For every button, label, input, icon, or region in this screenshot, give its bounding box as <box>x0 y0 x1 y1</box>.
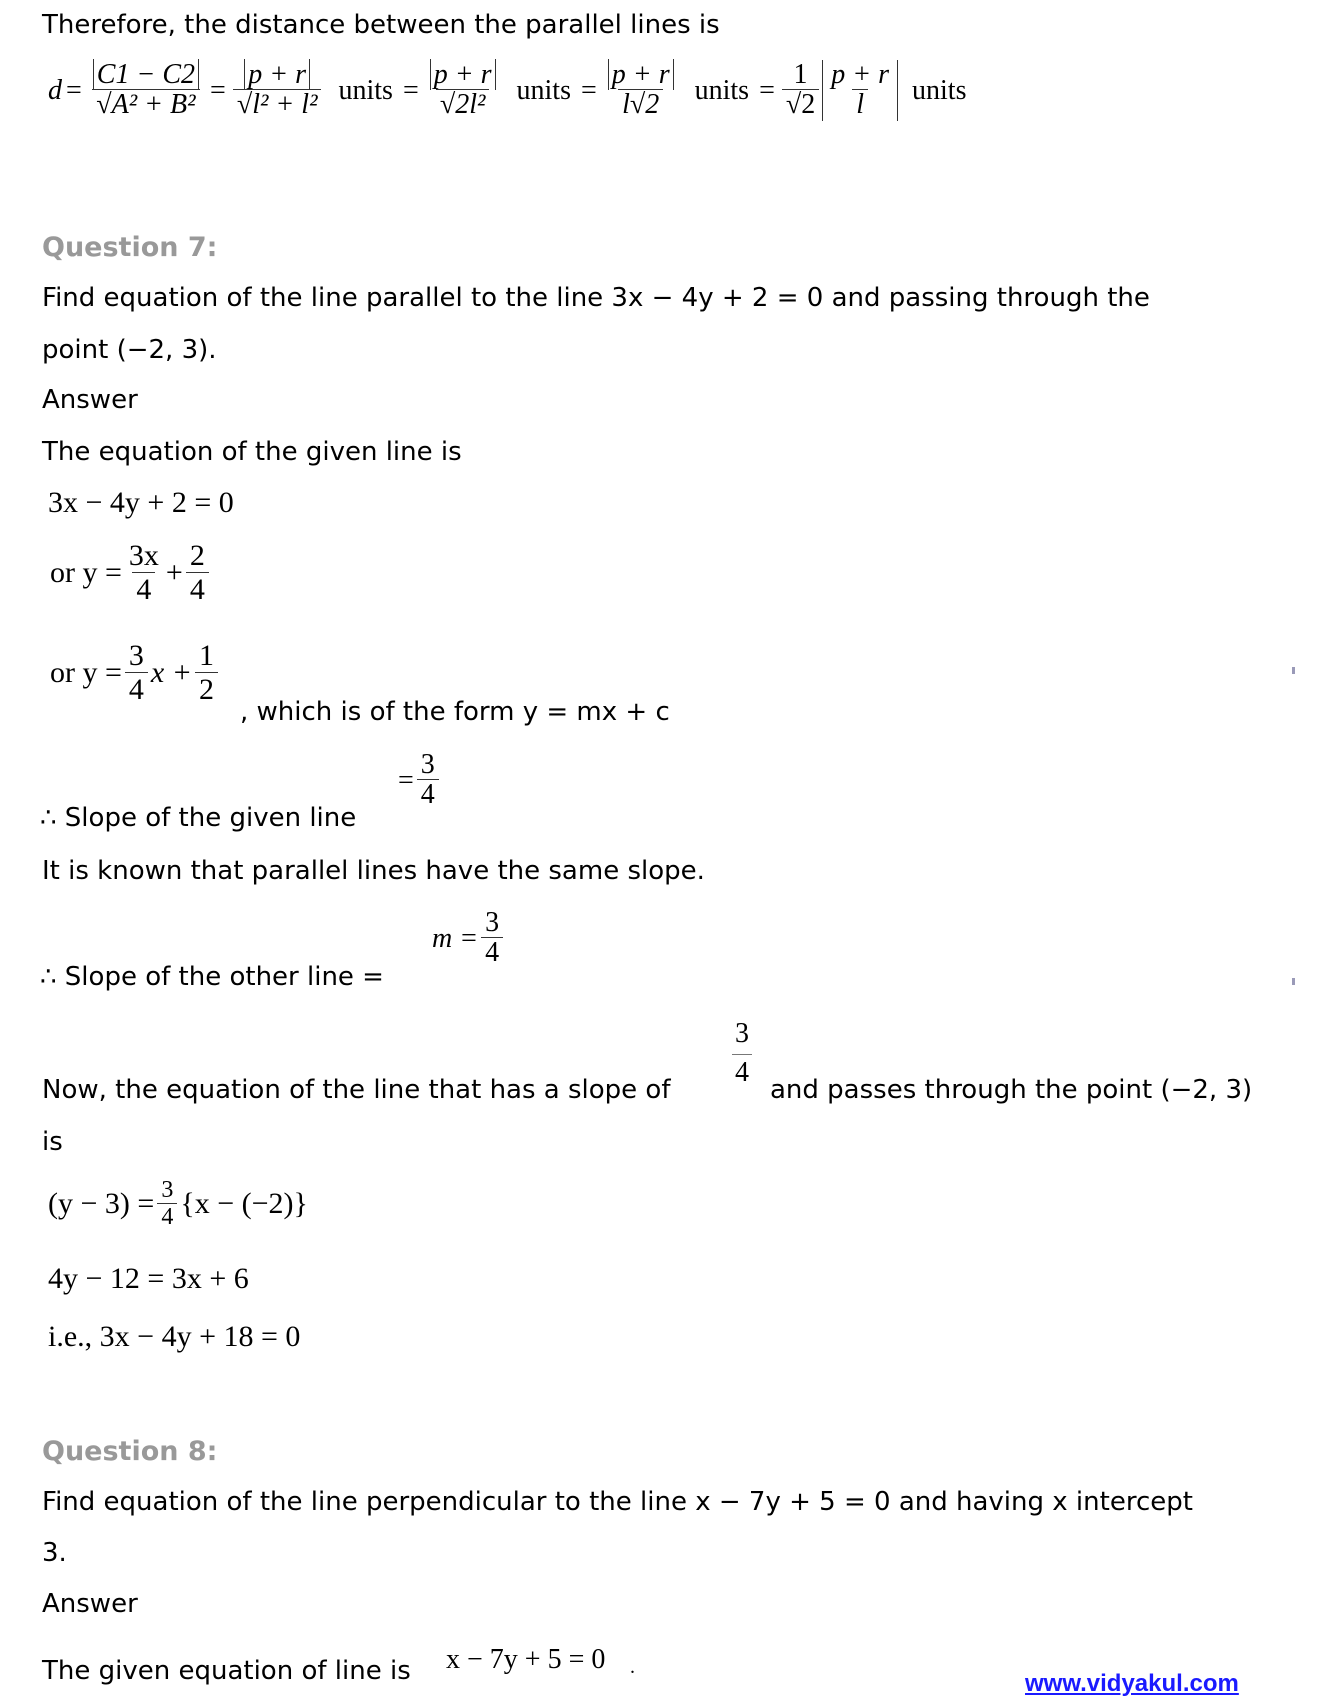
step1-left: (y − 3) = <box>48 1187 155 1221</box>
frac2-den: l² + l² <box>252 89 318 121</box>
frac4-num: p + r <box>608 59 674 90</box>
eq3-frac1 <box>125 640 148 706</box>
eq2-frac2 <box>186 540 209 606</box>
eq3-frac2 <box>195 640 218 706</box>
q8-given-text: The given equation of line is <box>42 1656 411 1686</box>
formula-frac-4 <box>604 60 678 121</box>
formula-frac-6 <box>827 60 893 121</box>
slope-other-m: m = <box>432 922 479 954</box>
frac5-den: √2 <box>782 89 819 121</box>
q7-parallel-text: It is known that parallel lines have the same slope. <box>42 856 705 886</box>
q8-given-eq: x − 7y + 5 = 0 <box>446 1644 606 1675</box>
now-frac-bar <box>732 1054 752 1055</box>
q7-step3: i.e., 3x − 4y + 18 = 0 <box>48 1320 301 1353</box>
q8-title: Question 8: <box>42 1436 218 1467</box>
q7-given-line-text: The equation of the given line is <box>42 437 462 467</box>
slope-other-frac <box>481 908 503 969</box>
step1-right: {x − (−2)} <box>180 1187 308 1221</box>
eq2-frac1 <box>125 540 163 606</box>
eq3-mid: x + <box>150 655 192 689</box>
slope-other-den: 4 <box>481 937 503 969</box>
formula-d: d <box>48 74 62 106</box>
stray-mark-2 <box>1292 978 1295 985</box>
frac2-num: p + r <box>244 59 310 90</box>
stray-mark-1 <box>1292 667 1295 674</box>
frac1-num: C1 − C2 <box>93 59 199 90</box>
eq2-plus: + <box>165 555 183 589</box>
frac5-num: 1 <box>793 59 808 90</box>
frac3-den: 2l² <box>455 89 486 121</box>
formula-eq4: = <box>581 74 597 106</box>
units-1: units <box>338 74 393 106</box>
formula-eq3: = <box>402 74 419 106</box>
formula-frac-5 <box>782 60 819 121</box>
q7-step2: 4y − 12 = 3x + 6 <box>48 1262 249 1295</box>
formula-eq5: = <box>759 74 775 106</box>
eq3-n1: 3 <box>128 639 144 672</box>
frac1-den: A² + B² <box>111 89 196 121</box>
step1-frac <box>157 1178 177 1231</box>
eq2-d1: 4 <box>132 572 155 606</box>
now-num: 3 <box>735 1018 749 1049</box>
q8-given-period: . <box>630 1656 635 1678</box>
q7-answer-label: Answer <box>42 385 138 415</box>
q7-slope-other-value <box>432 908 506 969</box>
q7-now-text-b: and passes through the point (−2, 3) <box>770 1075 1253 1105</box>
formula-abs-6 <box>822 60 898 121</box>
formula-frac-2: $\frac{p + r}{\text{√l² + l²}}$ <box>233 60 322 121</box>
q8-question-line1: Find equation of the line perpendicular to the line x − 7y + 5 = 0 and having x intercept <box>42 1487 1193 1517</box>
eq3-n2: 1 <box>198 639 214 672</box>
units-3: units <box>694 74 750 106</box>
q7-step1 <box>48 1178 308 1231</box>
q7-now-text-c: is <box>42 1127 63 1157</box>
slope-given-den: 4 <box>417 779 439 811</box>
frac6-den: l <box>852 89 868 121</box>
distance-formula <box>48 60 967 121</box>
q7-question-line2: point (−2, 3). <box>42 335 217 365</box>
q7-form-text: , which is of the form y = mx + c <box>240 697 670 727</box>
frac4-den: l√2 <box>618 89 663 121</box>
eq3-prefix: or y = <box>50 655 122 689</box>
q7-eq1: 3x − 4y + 2 = 0 <box>48 486 234 519</box>
q7-eq2 <box>50 540 212 606</box>
step1-num: 3 <box>161 1177 174 1203</box>
eq3-d1: 4 <box>125 672 148 706</box>
slope-given-frac <box>417 750 439 811</box>
eq2-prefix: or y = <box>50 555 122 589</box>
q7-slope-other-text: ∴ Slope of the other line = <box>40 962 384 992</box>
now-den: 4 <box>735 1057 749 1088</box>
q7-slope-given-value <box>398 750 442 811</box>
q7-now-frac <box>732 1018 752 1089</box>
q8-answer-label: Answer <box>42 1589 138 1619</box>
vidyakul-link[interactable]: www.vidyakul.com <box>1025 1670 1239 1697</box>
slope-other-num: 3 <box>485 907 500 938</box>
formula-frac-1: $\frac{C1 - C2}{\text{√A² + B²}}$ <box>89 60 203 121</box>
eq3-d2: 2 <box>195 672 218 706</box>
intro-text: Therefore, the distance between the parallel lines is <box>42 10 720 40</box>
frac3-num: p + r <box>430 59 496 90</box>
eq2-n2: 2 <box>189 539 205 572</box>
frac6-num: p + r <box>831 59 890 90</box>
eq2-d2: 4 <box>186 572 209 606</box>
q7-title: Question 7: <box>42 232 218 263</box>
q7-now-text-a: Now, the equation of the line that has a slope of <box>42 1075 671 1105</box>
eq2-n1: 3x <box>128 539 159 572</box>
units-2: units <box>516 74 571 106</box>
units-4: units <box>912 74 967 106</box>
q7-eq3 <box>50 640 221 706</box>
q7-slope-given-text: ∴ Slope of the given line <box>40 803 357 833</box>
formula-frac-3: $\frac{p + r}{\text{√2l²}}$ <box>426 60 500 121</box>
slope-given-num: 3 <box>420 749 435 780</box>
q7-question-line1: Find equation of the line parallel to the line 3x − 4y + 2 = 0 and passing through the <box>42 283 1150 313</box>
step1-den: 4 <box>157 1203 177 1230</box>
slope-given-eq: = <box>398 764 414 796</box>
q8-question-line2: 3. <box>42 1538 67 1568</box>
formula-eq2: = <box>210 74 226 106</box>
formula-eq: = <box>66 74 82 106</box>
